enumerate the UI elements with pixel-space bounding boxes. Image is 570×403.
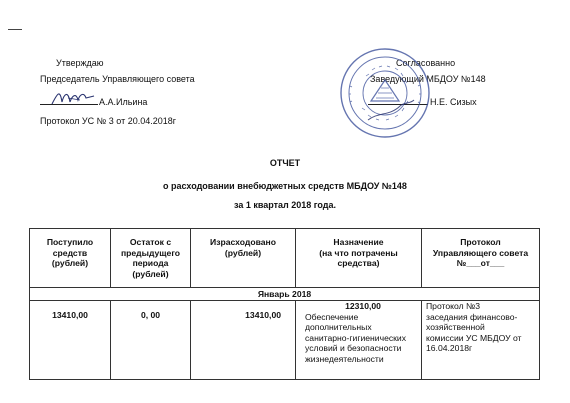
agree-position: Заведующий МБДОУ №148 [370,74,486,84]
header-purpose: Назначение (на что потрачены средства) [296,229,422,288]
header-protocol: Протокол Управляющего совета №___от___ [422,229,540,288]
report-title: ОТЧЕТ [269,158,301,168]
cell-purpose [296,301,422,380]
purpose-total: 12310,00 [345,301,381,311]
cell-received: 13410,00 [30,301,111,380]
cell-protocol: Протокол №3 заседания финансово- хозяйственной комиссии УС МБДОУ от 16.04.2018г [422,301,540,380]
header-received: Поступило средств (рублей) [30,229,111,288]
month-row: Январь 2018 [30,288,540,301]
cell-balance: 0, 00 [111,301,191,380]
approve-protocol: Протокол УС № 3 от 20.04.2018г [40,116,177,126]
round-stamp [338,46,432,140]
header-spent: Израсходовано (рублей) [191,229,296,288]
agree-title: Согласованно [396,58,456,68]
corner-mark [8,29,22,30]
approve-name: А.А.Ильина [99,97,148,107]
purpose-text: Обеспечение дополнительных санитарно-гигиенических условий и безопасности жизнедеятельности [305,311,407,364]
report-period: за 1 квартал 2018 года. [233,200,337,210]
approve-position: Председатель Управляющего совета [40,74,195,84]
cell-spent: 13410,00 [191,301,296,380]
approve-signature [50,88,100,108]
expense-table [29,228,540,380]
report-subtitle: о расходовании внебюджетных средств МБДОУ №148 [163,181,407,191]
header-balance: Остаток с предыдущего периода (рублей) [111,229,191,288]
approve-title: Утверждаю [56,58,104,68]
table-row [30,301,540,380]
agree-name: Н.Е. Сизых [430,97,477,107]
